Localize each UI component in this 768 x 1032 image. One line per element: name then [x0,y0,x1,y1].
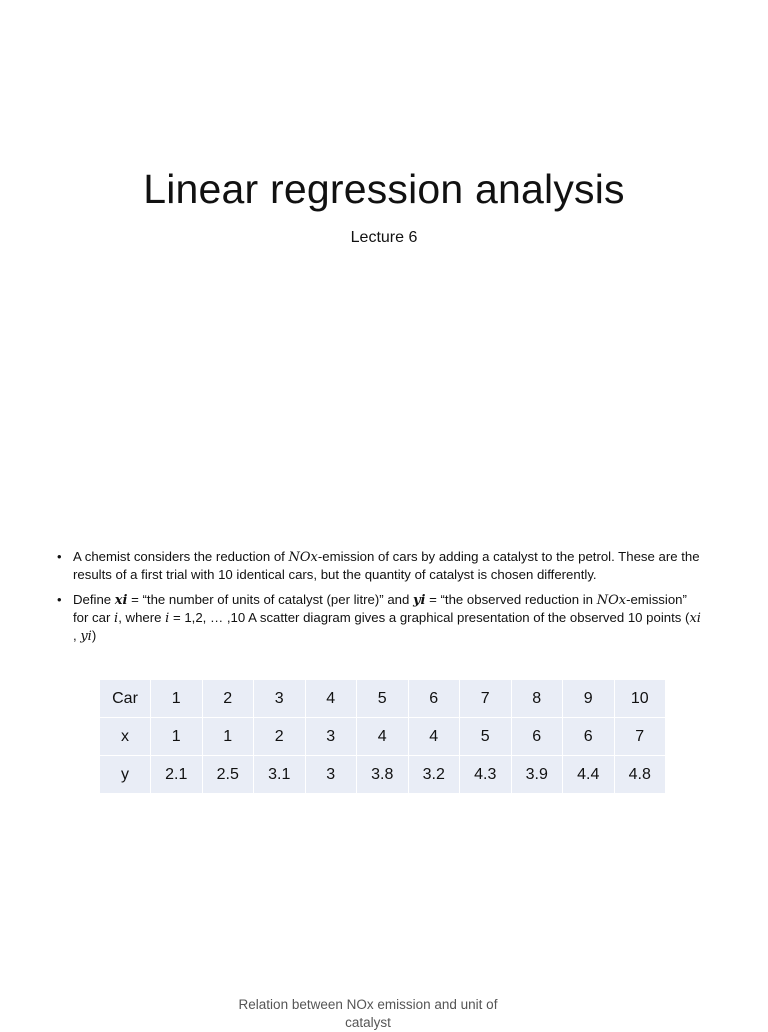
math-xi: xi [114,593,128,608]
text-run: = 1,2, … ,10 A scatter diagram gives a graphical presentation of the observed 10 points ( [169,610,690,625]
table-cell: 8 [511,680,563,718]
table-cell: 3.2 [408,756,460,794]
text-run: Define [73,592,115,607]
row-label-car: Car [100,680,151,718]
text-run: A chemist considers the reduction of [73,549,289,564]
table-cell: 1 [202,718,254,756]
math-i: i [114,611,119,626]
table-cell: 3 [254,680,306,718]
table-cell: 4.4 [563,756,615,794]
table-cell: 5 [460,718,512,756]
data-table [99,679,666,794]
table-cell: 1 [151,680,203,718]
text-run: = “the number of units of catalyst (per litre)” and [127,592,413,607]
row-label-y: y [100,756,151,794]
math-i: i [165,611,170,626]
text-run: , where [118,610,166,625]
table-cell: 7 [614,718,666,756]
text-run: -emission” for car [73,592,687,625]
table-cell: 1 [151,718,203,756]
math-yi: yi [80,629,92,644]
table-cell: 6 [563,718,615,756]
bullet-list [57,548,705,653]
table-cell: 2 [254,718,306,756]
table-cell: 3.8 [357,756,409,794]
math-yi: yi [413,593,426,608]
text-run: -emission of cars by adding a catalyst to the petrol. These are the results of a first trial with 10 identical cars, but the quantity of catalyst is chosen differently. [73,549,700,582]
table-cell: 4 [305,680,357,718]
table-cell: 3 [305,718,357,756]
math-nox: NOx [596,593,627,608]
table-cell: 5 [357,680,409,718]
slide-title: Linear regression analysis [143,166,625,212]
math-nox: NOx [288,550,318,565]
table-cell: 3.1 [254,756,306,794]
text-run: = “the observed reduction in [425,592,597,607]
table-row-y [100,756,666,794]
table-cell: 4 [357,718,409,756]
table-cell: 10 [614,680,666,718]
text-run: ) [91,628,97,643]
table-cell: 3 [305,756,357,794]
table-cell: 2 [202,680,254,718]
slide-subtitle: Lecture 6 [350,229,418,246]
text-run: , [73,628,81,643]
row-label-x: x [100,718,151,756]
math-xi: xi [689,611,701,626]
bullet-item-catalyst-trial [57,548,705,583]
table-cell: 4 [408,718,460,756]
bullet-item-definitions [57,591,705,645]
table-cell: 9 [563,680,615,718]
table-cell: 6 [408,680,460,718]
table-cell: 4.8 [614,756,666,794]
table-cell: 2.5 [202,756,254,794]
table-cell: 2.1 [151,756,203,794]
table-cell: 3.9 [511,756,563,794]
figure-caption: Relation between NOx emission and unit of catalyst [238,997,498,1030]
table-cell: 7 [460,680,512,718]
table-row-car [100,680,666,718]
table-cell: 6 [511,718,563,756]
table-row-x [100,718,666,756]
table-cell: 4.3 [460,756,512,794]
